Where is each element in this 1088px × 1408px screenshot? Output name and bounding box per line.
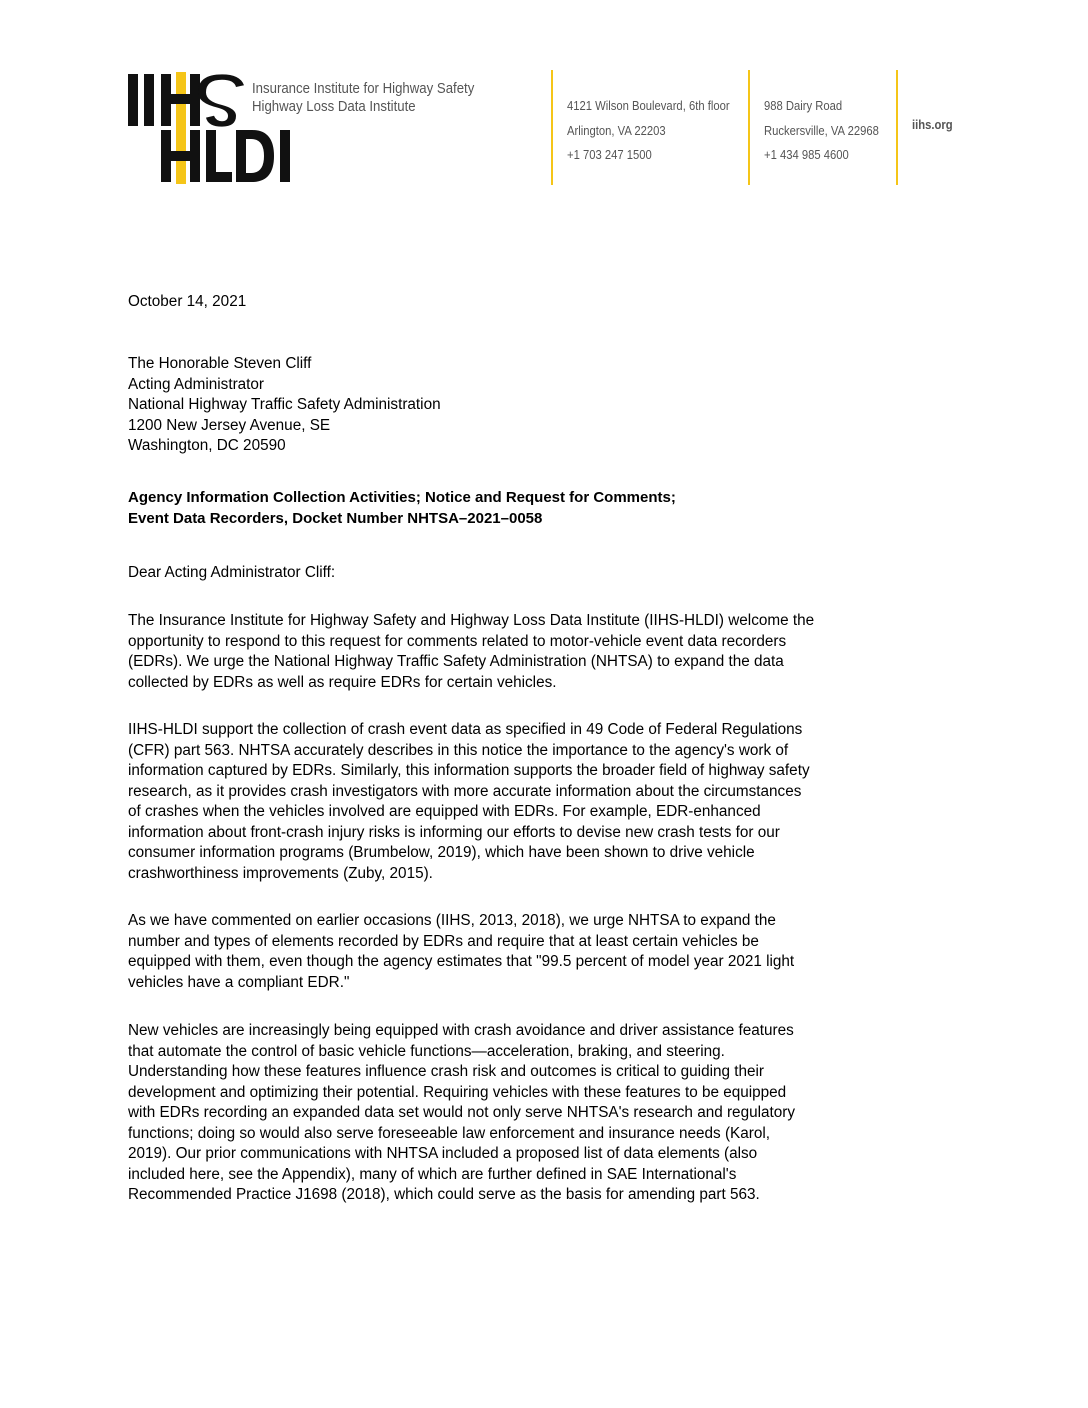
paragraph-line: equipped with them, even though the agency estimates that "99.5 percent of model year 2021 light: [128, 953, 795, 970]
paragraph-2: [128, 720, 810, 884]
recipient-line: The Honorable Steven Cliff: [128, 355, 312, 372]
paragraph-line: research, as it provides crash investigators with more accurate information about the circumstances: [128, 782, 802, 800]
paragraph-line: with EDRs recording an expanded data set would not only serve NHTSA's research and regulatory: [128, 1104, 795, 1121]
office-street: 4121 Wilson Boulevard, 6th floor: [567, 99, 730, 113]
paragraph-line: information about front-crash injury risks is informing our efforts to devise new crash tests for our: [128, 823, 780, 841]
paragraph-4: [128, 1021, 795, 1206]
subject-line-2: Event Data Recorders, Docket Number NHTSA–2021–0058: [128, 509, 543, 527]
recipient-line: 1200 New Jersey Avenue, SE: [128, 416, 331, 434]
subject-line: [128, 488, 676, 529]
office-city: Ruckersville, VA 22968: [764, 123, 879, 138]
paragraph-line: (CFR) part 563. NHTSA accurately describes in this notice the importance to the agency's work of: [128, 741, 789, 759]
org-name-iihs: Insurance Institute for Highway Safety: [252, 80, 475, 97]
recipient-line: National Highway Traffic Safety Administration: [128, 396, 441, 413]
office-address-arlington: [567, 94, 730, 168]
paragraph-line: As we have commented on earlier occasions (IIHS, 2013, 2018), we urge NHTSA to expand the: [128, 912, 776, 929]
divider-line-2: [748, 70, 750, 185]
paragraph-line: of crashes when the vehicles involved are equipped with EDRs. For example, EDR-enhanced: [128, 803, 761, 820]
paragraph-line: Understanding how these features influence crash risk and outcomes is critical to guiding their: [128, 1063, 765, 1080]
divider-line-3: [896, 70, 898, 185]
letter-date: October 14, 2021: [128, 293, 247, 310]
paragraph-line: that automate the control of basic vehicle functions—acceleration, braking, and steering.: [128, 1042, 725, 1060]
paragraph-3: [128, 911, 794, 993]
paragraph-line: The Insurance Institute for Highway Safety and Highway Loss Data Institute (IIHS-HLDI) welcome the: [128, 612, 815, 629]
subject-line-1: Agency Information Collection Activities; Notice and Request for Comments;: [128, 489, 676, 506]
paragraph-line: functions; doing so would also serve foreseeable law enforcement and insurance needs (Karol,: [128, 1124, 770, 1142]
paragraph-line: (EDRs). We urge the National Highway Traffic Safety Administration (NHTSA) to expand the data: [128, 653, 784, 670]
paragraph-line: crashworthiness improvements (Zuby, 2015).: [128, 864, 433, 882]
office-address-ruckersville: [764, 94, 879, 168]
paragraph-line: consumer information programs (Brumbelow, 2019), which have been shown to drive vehicle: [128, 844, 755, 861]
recipient-line: Acting Administrator: [128, 375, 265, 393]
paragraph-line: New vehicles are increasingly being equipped with crash avoidance and driver assistance features: [128, 1022, 794, 1039]
organization-names: [252, 80, 474, 116]
paragraph-line: included here, see the Appendix), many of which are further defined in SAE International's: [128, 1165, 737, 1183]
paragraph-line: information captured by EDRs. Similarly, this information supports the broader field of highway safety: [128, 762, 810, 779]
paragraph-line: Recommended Practice J1698 (2018), which could serve as the basis for amending part 563.: [128, 1186, 760, 1203]
paragraph-line: 2019). Our prior communications with NHTSA included a proposed list of data elements (also: [128, 1145, 758, 1162]
office-street: 988 Dairy Road: [764, 99, 843, 113]
office-city: Arlington, VA 22203: [567, 123, 666, 138]
paragraph-line: number and types of elements recorded by EDRs and require that at least certain vehicles be: [128, 932, 759, 950]
recipient-line: Washington, DC 20590: [128, 437, 286, 454]
office-phone: +1 434 985 4600: [764, 148, 849, 162]
paragraph-1: [128, 611, 814, 693]
paragraph-line: vehicles have a compliant EDR.": [128, 973, 350, 991]
recipient-address: [128, 354, 441, 457]
divider-line-1: [551, 70, 553, 185]
paragraph-line: opportunity to respond to this request for comments related to motor-vehicle event data recorders: [128, 632, 787, 650]
website-link[interactable]: iihs.org: [912, 118, 953, 132]
office-phone: +1 703 247 1500: [567, 148, 652, 162]
salutation: Dear Acting Administrator Cliff:: [128, 564, 336, 581]
paragraph-line: collected by EDRs as well as require EDRs for certain vehicles.: [128, 673, 557, 691]
org-name-hldi: Highway Loss Data Institute: [252, 98, 416, 115]
paragraph-line: development and optimizing their potential. Requiring vehicles with these features to be equipped: [128, 1083, 787, 1101]
paragraph-line: IIHS-HLDI support the collection of crash event data as specified in 49 Code of Federal Regulations: [128, 721, 803, 738]
